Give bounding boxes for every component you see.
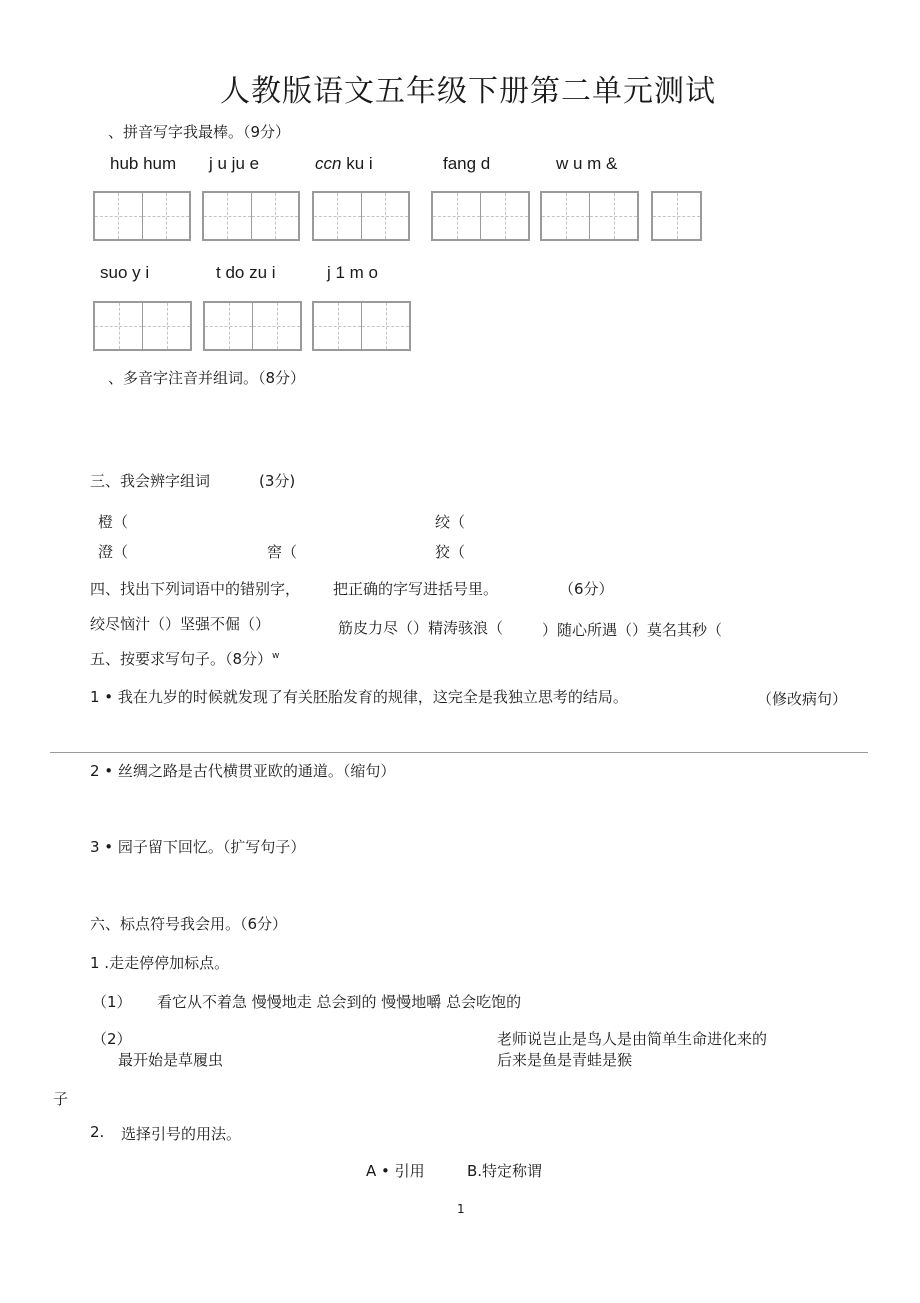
item-1-number: （1） [92, 993, 132, 1011]
writing-grid[interactable] [431, 191, 530, 241]
writing-grid[interactable] [312, 191, 410, 241]
section-5-sup: w [272, 651, 280, 661]
pinyin-5: w u m & [556, 154, 618, 173]
section-1-heading: 、拼音写字我最棒。（9分） [108, 123, 291, 141]
question-6-2-number: 2. [90, 1123, 105, 1141]
writing-grid[interactable] [202, 191, 300, 241]
section-3-score: (3分) [259, 472, 296, 490]
writing-grid[interactable] [93, 301, 192, 351]
question-6-1: 1 .走走停停加标点。 [90, 954, 230, 972]
section-5-heading-text: 五、按要求写句子。（8分） [90, 650, 273, 668]
item-2-right-2: 后来是鱼是青蛙是猴 [497, 1051, 633, 1069]
pinyin-7: t do zu i [216, 263, 276, 282]
item-2-left: 最开始是草履虫 [118, 1051, 224, 1069]
char-item: 窖（ [267, 543, 298, 561]
writing-grid[interactable] [203, 301, 302, 351]
section-2-heading: 、多音字注音并组词。（8分） [108, 369, 306, 387]
section-5-heading [90, 648, 279, 669]
option-b: B.特定称谓 [467, 1162, 543, 1180]
item-2-number: （2） [92, 1030, 132, 1048]
writing-grid[interactable] [540, 191, 639, 241]
pinyin-2: j u ju e [209, 154, 260, 173]
question-5-1: 1 • 我在九岁的时候就发现了有关胚胎发育的规律，这完全是我独立思考的结局。 [90, 688, 628, 706]
section-4-heading: 四、找出下列词语中的错别字， [90, 580, 301, 598]
question-5-3: 3 • 园子留下回忆。（扩写句子） [90, 838, 306, 856]
question-6-2: 选择引号的用法。 [121, 1125, 242, 1143]
char-item: 绞（ [435, 513, 466, 531]
question-5-1-tag: （修改病句） [757, 690, 848, 708]
item-2-right-1: 老师说岂止是鸟人是由简单生命进化来的 [497, 1030, 768, 1048]
pinyin-6: suo y i [100, 263, 150, 282]
question-5-2: 2 • 丝绸之路是古代横贯亚欧的通道。（缩句） [90, 762, 396, 780]
char-item: 橙（ [98, 513, 129, 531]
writing-grid[interactable] [93, 191, 191, 241]
pinyin-3-b: ku i [341, 154, 373, 173]
page-title: 人教版语文五年级下册第二单元测试 [220, 74, 716, 109]
pinyin-1: hub hum [110, 154, 177, 173]
answer-line [50, 752, 868, 753]
writing-grid[interactable] [651, 191, 702, 241]
pinyin-8: j 1 m o [327, 263, 379, 282]
section-4-instruction: 把正确的字写进括号里。 [333, 580, 499, 598]
item-2-tail: 子 [53, 1090, 69, 1108]
typo-words-c: ）随心所遇（）莫名其秒（ [542, 621, 723, 639]
pinyin-3 [315, 154, 373, 174]
item-1-text: 看它从不着急 慢慢地走 总会到的 慢慢地嚼 总会吃饱的 [157, 993, 522, 1011]
pinyin-4: fang d [443, 154, 491, 173]
writing-grid[interactable] [312, 301, 411, 351]
typo-words-a: 绞尽恼汁（）坚强不倔（） [90, 615, 271, 633]
pinyin-3-a: ccn [315, 154, 342, 173]
char-item: 狡（ [435, 543, 466, 561]
char-item: 澄（ [98, 543, 129, 561]
option-a: A • 引用 [366, 1162, 425, 1180]
section-3-heading: 三、我会辨字组词 [90, 472, 211, 490]
section-6-heading: 六、标点符号我会用。（6分） [90, 915, 288, 933]
typo-words-b: 筋皮力尽（）精涛骇浪（ [338, 619, 504, 637]
page-number: 1 [457, 1202, 465, 1216]
section-4-score: （6分） [559, 580, 614, 598]
